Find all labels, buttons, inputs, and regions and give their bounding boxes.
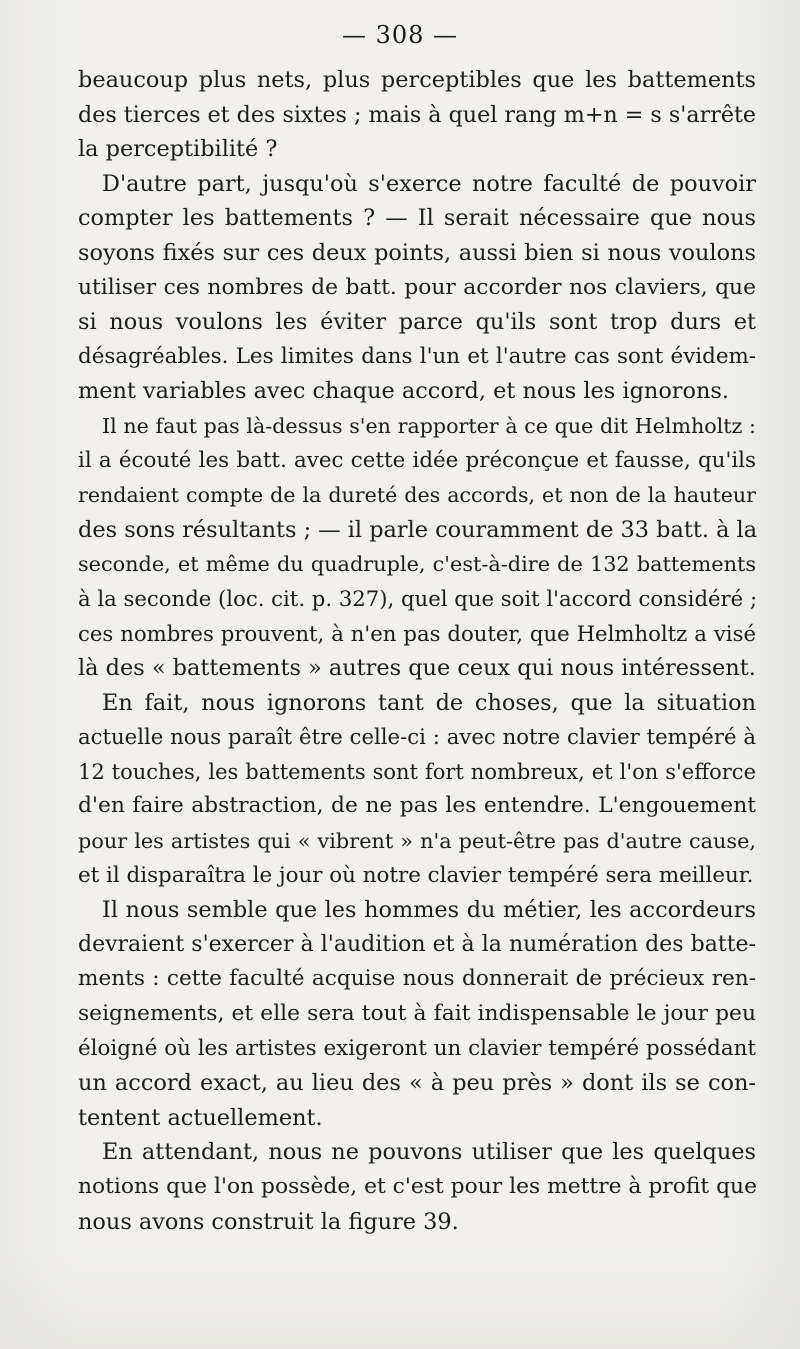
text-line: En attendant, nous ne pouvons utiliser que les quelques — [102, 1139, 756, 1166]
text-line: pour les artistes qui « vibrent » n'a peut-être pas d'autre cause, — [78, 829, 756, 854]
paragraph-1 — [78, 63, 756, 167]
text-line: utiliser ces nombres de batt. pour accorder nos claviers, que — [78, 274, 756, 300]
page-bottom-shading — [0, 1250, 800, 1349]
text-line: et il disparaîtra le jour où notre clavier tempéré sera meilleur. — [78, 862, 754, 888]
text-line: actuelle nous paraît être celle-ci : avec notre clavier tempéré à — [78, 724, 756, 750]
text-line: D'autre part, jusqu'où s'exerce notre faculté de pouvoir — [102, 170, 756, 197]
text-line: la perceptibilité ? — [78, 136, 278, 163]
body-text — [78, 63, 756, 1239]
text-line: nous avons construit la figure 39. — [78, 1208, 459, 1235]
text-line: là des « battements » autres que ceux qui nous intéressent. — [78, 655, 756, 682]
text-line: notions que l'on possède, et c'est pour les mettre à profit que — [78, 1174, 757, 1199]
text-line: rendaient compte de la dureté des accords, et non de la hauteur — [78, 483, 756, 508]
paragraph-5 — [78, 893, 756, 1135]
text-line: compter les battements ? — Il serait nécessaire que nous — [78, 205, 756, 232]
text-line: il a écouté les batt. avec cette idée préconçue et fausse, qu'ils — [78, 447, 756, 473]
paragraph-6 — [78, 1135, 756, 1239]
paragraph-3 — [78, 409, 756, 686]
text-line: Il ne faut pas là-dessus s'en rapporter à ce que dit Helmholtz : — [102, 413, 756, 438]
text-line: à la seconde (loc. cit. p. 327), quel que soit l'accord considéré ; — [78, 585, 758, 611]
text-line: ment variables avec chaque accord, et nous les ignorons. — [78, 378, 730, 405]
text-line: beaucoup plus nets, plus perceptibles que les battements — [78, 67, 756, 93]
text-line: des sons résultants ; — il parle couramment de 33 batt. à la — [78, 516, 758, 543]
text-line: ces nombres prouvent, à n'en pas douter, que Helmholtz a visé — [78, 620, 756, 646]
text-line: Il nous semble que les hommes du métier, les accordeurs — [102, 897, 756, 924]
text-line: En fait, nous ignorons tant de choses, que la situation — [102, 689, 756, 716]
text-line: d'en faire abstraction, de ne pas les entendre. L'engouement — [78, 793, 756, 819]
text-line: devraient s'exercer à l'audition et à la numération des batte- — [78, 931, 756, 957]
text-line: des tierces et des sixtes ; mais à quel rang m+n = s s'arrête — [78, 101, 756, 128]
text-line: tentent actuellement. — [78, 1104, 323, 1131]
text-line: soyons fixés sur ces deux points, aussi bien si nous voulons — [78, 239, 756, 266]
paragraph-4 — [78, 686, 756, 894]
page-number: — 308 — — [341, 21, 459, 49]
text-line: un accord exact, au lieu des « à peu près » dont ils se con- — [78, 1070, 756, 1097]
text-line: seignements, et elle sera tout à fait indispensable le jour peu — [78, 1001, 756, 1027]
text-line: 12 touches, les battements sont fort nombreux, et l'on s'efforce — [78, 759, 756, 784]
text-line: si nous voulons les éviter parce qu'ils sont trop durs et — [78, 309, 756, 336]
text-line: éloigné où les artistes exigeront un clavier tempéré possédant — [78, 1035, 756, 1061]
text-line: ments : cette faculté acquise nous donnerait de précieux ren- — [78, 966, 756, 992]
text-line: seconde, et même du quadruple, c'est-à-dire de 132 battements — [78, 552, 756, 577]
paragraph-2 — [78, 167, 756, 409]
text-line: désagréables. Les limites dans l'un et l'autre cas sont évidem- — [78, 343, 756, 369]
